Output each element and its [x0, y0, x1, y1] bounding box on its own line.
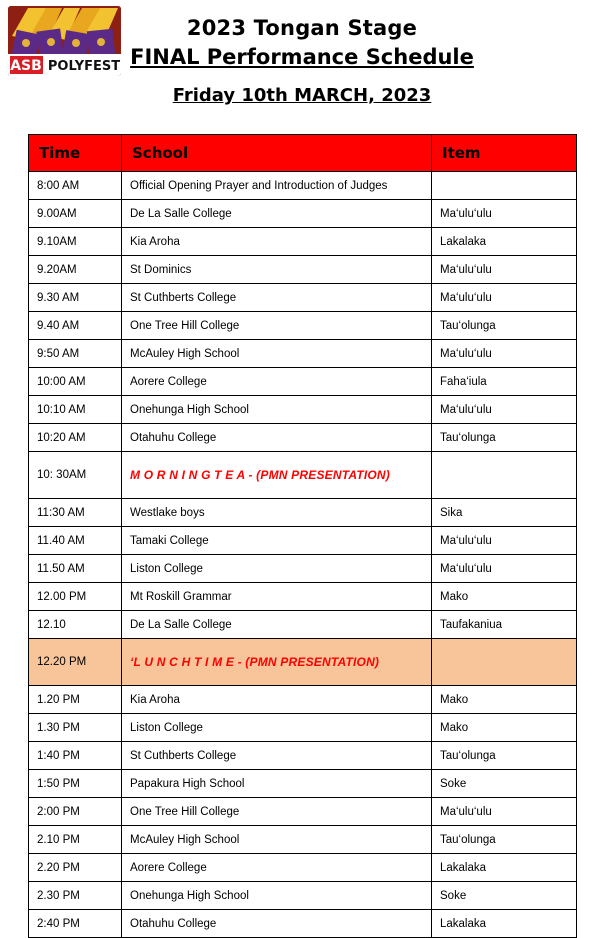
- cell-school: Liston College: [122, 714, 432, 742]
- cell-item: Tau‘olunga: [432, 742, 577, 770]
- table-row: [29, 583, 577, 611]
- cell-school: Kia Aroha: [122, 228, 432, 256]
- cell-time: 9.10AM: [29, 228, 122, 256]
- column-header-time: Time: [29, 135, 122, 172]
- cell-time: 10:00 AM: [29, 368, 122, 396]
- cell-school: ‘L U N C H T I M E - (PMN PRESENTATION): [122, 639, 432, 686]
- cell-item: Mako: [432, 714, 577, 742]
- cell-time: 1.30 PM: [29, 714, 122, 742]
- table-row: [29, 910, 577, 938]
- cell-item: Ma‘ulu‘ulu: [432, 527, 577, 555]
- cell-time: 2.10 PM: [29, 826, 122, 854]
- cell-item: Lakalaka: [432, 228, 577, 256]
- table-row: [29, 611, 577, 639]
- cell-time: 9:50 AM: [29, 340, 122, 368]
- cell-school: Mt Roskill Grammar: [122, 583, 432, 611]
- cell-item: Tau‘olunga: [432, 424, 577, 452]
- cell-school: St Cuthberts College: [122, 284, 432, 312]
- cell-time: 9.30 AM: [29, 284, 122, 312]
- cell-time: 12.00 PM: [29, 583, 122, 611]
- cell-item: Mako: [432, 686, 577, 714]
- table-row: [29, 826, 577, 854]
- schedule-table-wrapper: [28, 134, 576, 938]
- cell-time: 10:10 AM: [29, 396, 122, 424]
- table-row: [29, 172, 577, 200]
- cell-time: 1.20 PM: [29, 686, 122, 714]
- cell-item: Ma‘ulu‘ulu: [432, 200, 577, 228]
- cell-item: Ma‘ulu‘ulu: [432, 798, 577, 826]
- cell-time: 1:40 PM: [29, 742, 122, 770]
- cell-item: Lakalaka: [432, 910, 577, 938]
- cell-school: McAuley High School: [122, 826, 432, 854]
- cell-school: Otahuhu College: [122, 910, 432, 938]
- table-row: [29, 555, 577, 583]
- table-row: [29, 396, 577, 424]
- cell-school: Official Opening Prayer and Introduction of Judges: [122, 172, 432, 200]
- cell-item: [432, 452, 577, 499]
- cell-time: 1:50 PM: [29, 770, 122, 798]
- cell-school: McAuley High School: [122, 340, 432, 368]
- table-row: [29, 798, 577, 826]
- table-row: [29, 527, 577, 555]
- table-row: [29, 499, 577, 527]
- cell-time: 10: 30AM: [29, 452, 122, 499]
- cell-item: Ma‘ulu‘ulu: [432, 284, 577, 312]
- cell-school: De La Salle College: [122, 200, 432, 228]
- table-row: [29, 686, 577, 714]
- table-row: [29, 882, 577, 910]
- svg-text:ASB: ASB: [10, 58, 42, 74]
- cell-time: 12.20 PM: [29, 639, 122, 686]
- table-row: [29, 742, 577, 770]
- cell-time: 11.40 AM: [29, 527, 122, 555]
- cell-school: Tamaki College: [122, 527, 432, 555]
- table-row: [29, 639, 577, 686]
- page-subtitle: FINAL Performance Schedule: [130, 45, 474, 69]
- cell-school: Onehunga High School: [122, 882, 432, 910]
- cell-time: 10:20 AM: [29, 424, 122, 452]
- cell-item: Lakalaka: [432, 854, 577, 882]
- table-row: [29, 424, 577, 452]
- table-row: [29, 340, 577, 368]
- cell-item: Taufakaniua: [432, 611, 577, 639]
- cell-item: [432, 639, 577, 686]
- cell-item: Sika: [432, 499, 577, 527]
- cell-time: 8:00 AM: [29, 172, 122, 200]
- cell-time: 12.10: [29, 611, 122, 639]
- table-row: [29, 256, 577, 284]
- cell-time: 11:30 AM: [29, 499, 122, 527]
- cell-school: Kia Aroha: [122, 686, 432, 714]
- cell-time: 2:40 PM: [29, 910, 122, 938]
- cell-time: 9.40 AM: [29, 312, 122, 340]
- cell-time: 9.20AM: [29, 256, 122, 284]
- cell-school: St Cuthberts College: [122, 742, 432, 770]
- cell-school: Otahuhu College: [122, 424, 432, 452]
- cell-school: Liston College: [122, 555, 432, 583]
- cell-item: Ma‘ulu‘ulu: [432, 256, 577, 284]
- table-header-row: [29, 135, 577, 172]
- column-header-item: Item: [432, 135, 577, 172]
- schedule-date: Friday 10th MARCH, 2023: [172, 85, 432, 106]
- asb-polyfest-logo: [8, 6, 121, 76]
- cell-item: Soke: [432, 770, 577, 798]
- cell-item: Faha‘iula: [432, 368, 577, 396]
- cell-school: Onehunga High School: [122, 396, 432, 424]
- cell-item: Ma‘ulu‘ulu: [432, 340, 577, 368]
- cell-school: Papakura High School: [122, 770, 432, 798]
- cell-school: St Dominics: [122, 256, 432, 284]
- schedule-table: [28, 134, 577, 938]
- table-row: [29, 284, 577, 312]
- svg-text:POLYFEST: POLYFEST: [47, 59, 121, 74]
- table-row: [29, 312, 577, 340]
- cell-school: Aorere College: [122, 854, 432, 882]
- cell-item: [432, 172, 577, 200]
- column-header-school: School: [122, 135, 432, 172]
- cell-school: M O R N I N G T E A - (PMN PRESENTATION): [122, 452, 432, 499]
- cell-item: Ma‘ulu‘ulu: [432, 396, 577, 424]
- table-row: [29, 770, 577, 798]
- schedule-table-body: [29, 172, 577, 938]
- document-header: [0, 0, 604, 122]
- table-row: [29, 714, 577, 742]
- cell-school: Westlake boys: [122, 499, 432, 527]
- table-row: [29, 452, 577, 499]
- cell-school: Aorere College: [122, 368, 432, 396]
- cell-time: 2.30 PM: [29, 882, 122, 910]
- table-row: [29, 854, 577, 882]
- table-row: [29, 228, 577, 256]
- table-row: [29, 200, 577, 228]
- cell-school: One Tree Hill College: [122, 798, 432, 826]
- cell-item: Soke: [432, 882, 577, 910]
- cell-time: 2.20 PM: [29, 854, 122, 882]
- cell-item: Tau‘olunga: [432, 312, 577, 340]
- cell-time: 2:00 PM: [29, 798, 122, 826]
- cell-time: 11.50 AM: [29, 555, 122, 583]
- cell-school: One Tree Hill College: [122, 312, 432, 340]
- cell-item: Mako: [432, 583, 577, 611]
- cell-item: Tau‘olunga: [432, 826, 577, 854]
- cell-school: De La Salle College: [122, 611, 432, 639]
- table-row: [29, 368, 577, 396]
- cell-time: 9.00AM: [29, 200, 122, 228]
- page-title: 2023 Tongan Stage: [186, 16, 418, 40]
- cell-item: Ma‘ulu‘ulu: [432, 555, 577, 583]
